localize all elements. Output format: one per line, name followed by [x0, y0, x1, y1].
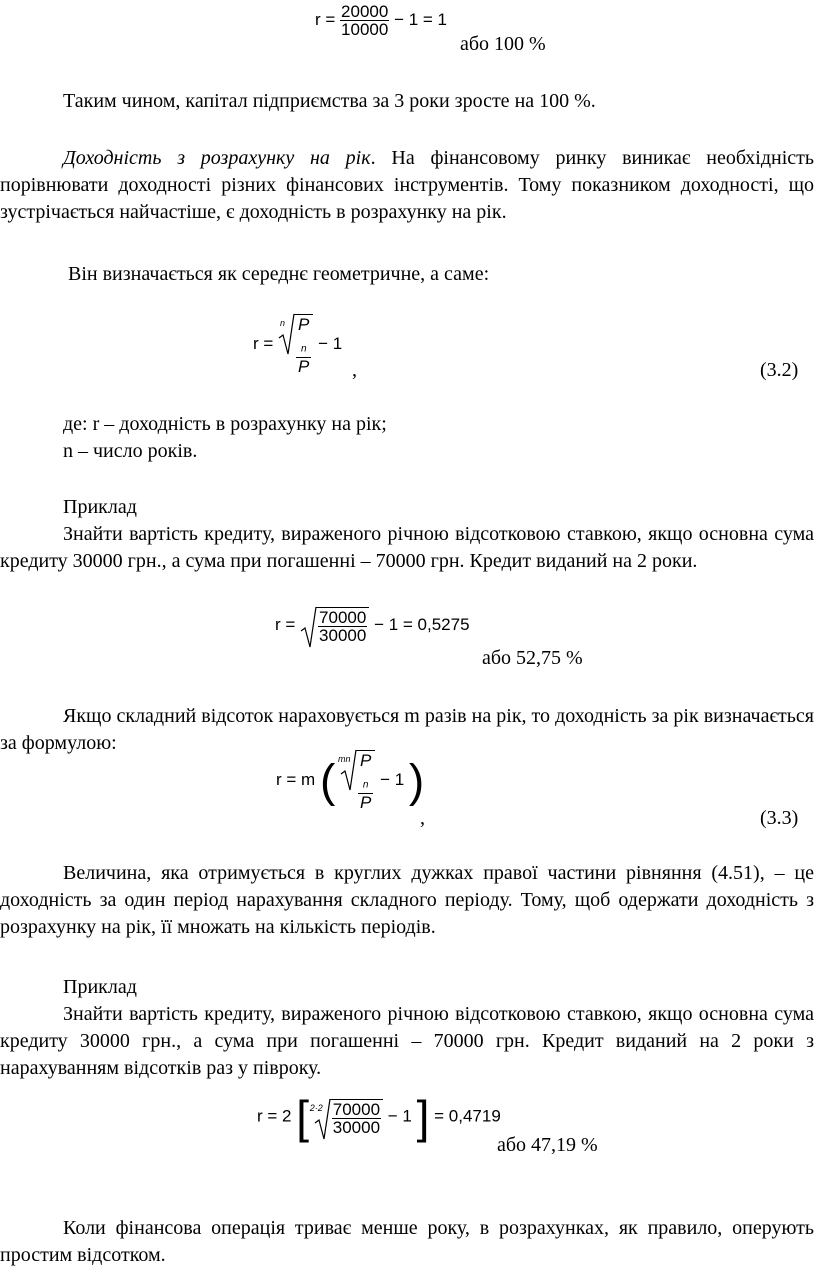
numerator: P: [298, 315, 310, 334]
annual-yield-paragraph: [0, 145, 814, 226]
root-index: mn: [338, 754, 351, 764]
formula-lhs: r = m: [276, 770, 316, 790]
denominator: 30000: [319, 626, 367, 645]
fraction: [340, 3, 389, 38]
formula-tail: − 1 = 1: [394, 9, 447, 29]
example-text: Знайти вартість кредиту, вираженого річною відсотковою ставкою, якщо основна сума кредиту 30000 грн., а сума при погашенні – 70000 грн. Кредит виданий на 2 роки з нарахуванням відсотків раз у півроку.: [0, 1003, 814, 1079]
nth-root: [309, 1099, 383, 1137]
nth-root: [340, 750, 375, 811]
example-text: Знайти вартість кредиту, вираженого річною відсотковою ставкою, якщо основна сума кредиту 30000 грн., а сума при погашенні – 70000 грн. Кредит виданий на 2 роки.: [0, 523, 814, 572]
formula-tail: − 1: [380, 770, 405, 790]
formula-lhs: r =: [275, 614, 296, 634]
geometric-mean-paragraph: Він визначається як середнє геометричне, а саме:: [68, 263, 490, 285]
formula-comma: ,: [352, 359, 357, 381]
formula-note: або 47,19 %: [497, 1134, 598, 1156]
denominator: 30000: [332, 1117, 381, 1137]
root-index: 2·2: [309, 1102, 323, 1113]
numerator: 70000: [319, 608, 367, 627]
formula-note: або 100 %: [460, 33, 546, 55]
formula-result: = 0,4719: [434, 1106, 501, 1126]
equation-number: (3.2): [760, 359, 799, 381]
example-heading: Приклад: [63, 496, 137, 518]
legend-n: n – число років.: [63, 440, 198, 462]
equation-number: (3.3): [760, 807, 799, 829]
numerator-subscript: n: [362, 779, 369, 791]
formula-comma: ,: [420, 807, 425, 829]
square-root: [300, 607, 369, 644]
nth-root: [278, 314, 313, 375]
right-paren: ): [408, 754, 425, 807]
legend-r: де: r – доходність в розрахунку на рік;: [63, 413, 387, 435]
formula-lhs: r = 2: [257, 1106, 292, 1126]
denominator: 10000: [341, 20, 389, 39]
formula-lhs: r =: [253, 334, 274, 354]
example-heading: Приклад: [63, 976, 137, 998]
summary-paragraph: Таким чином, капітал підприємства за 3 роки зросте на 100 %.: [63, 90, 596, 112]
annual-yield-title: Доходність з розрахунку на рік: [63, 147, 371, 169]
formula-3-2: [253, 314, 342, 375]
denominator: P: [298, 357, 310, 377]
value-paragraph: Величина, яка отримується в круглих дужках правої частини рівняння (4.51), – це доходність за один період нарахування складного періоду. Тому, щоб одержати доходність з розрахунку на рік, її множать на кількість періодів.: [0, 862, 814, 938]
numerator: P: [360, 751, 372, 770]
left-paren: (: [319, 754, 336, 807]
formula-example2: [257, 1090, 501, 1144]
numerator-subscript: n: [300, 343, 307, 355]
formula-lhs: r =: [315, 9, 336, 29]
denominator: P: [360, 793, 372, 813]
last-paragraph: Коли фінансова операція триває менше року, в розрахунках, як правило, оперують простим відсотком.: [0, 1217, 814, 1266]
formula-tail: − 1: [318, 334, 343, 354]
right-bracket: ]: [416, 1091, 430, 1143]
formula-note: або 52,75 %: [482, 647, 583, 669]
formula-example1: [275, 607, 470, 644]
numerator: 70000: [332, 1099, 381, 1119]
formula-tail: − 1 = 0,5275: [374, 614, 470, 634]
m-times-paragraph: Якщо складний відсоток нараховується m разів на рік, то доходність за рік визначається за формулою:: [0, 705, 814, 754]
annual-yield-body: . На фінансовому ринку виникає необхідність порівнювати доходності різних фінансових інструментів. Тому показником доходності, що зустрічається найчастіше, є доходність в розрахунку на рік.: [0, 147, 814, 223]
formula-3-3: [276, 750, 424, 811]
formula-capital-growth: [315, 3, 447, 38]
numerator: 20000: [341, 2, 389, 21]
root-index: n: [280, 318, 286, 328]
formula-tail: − 1: [387, 1106, 412, 1126]
left-bracket: [: [296, 1091, 310, 1143]
